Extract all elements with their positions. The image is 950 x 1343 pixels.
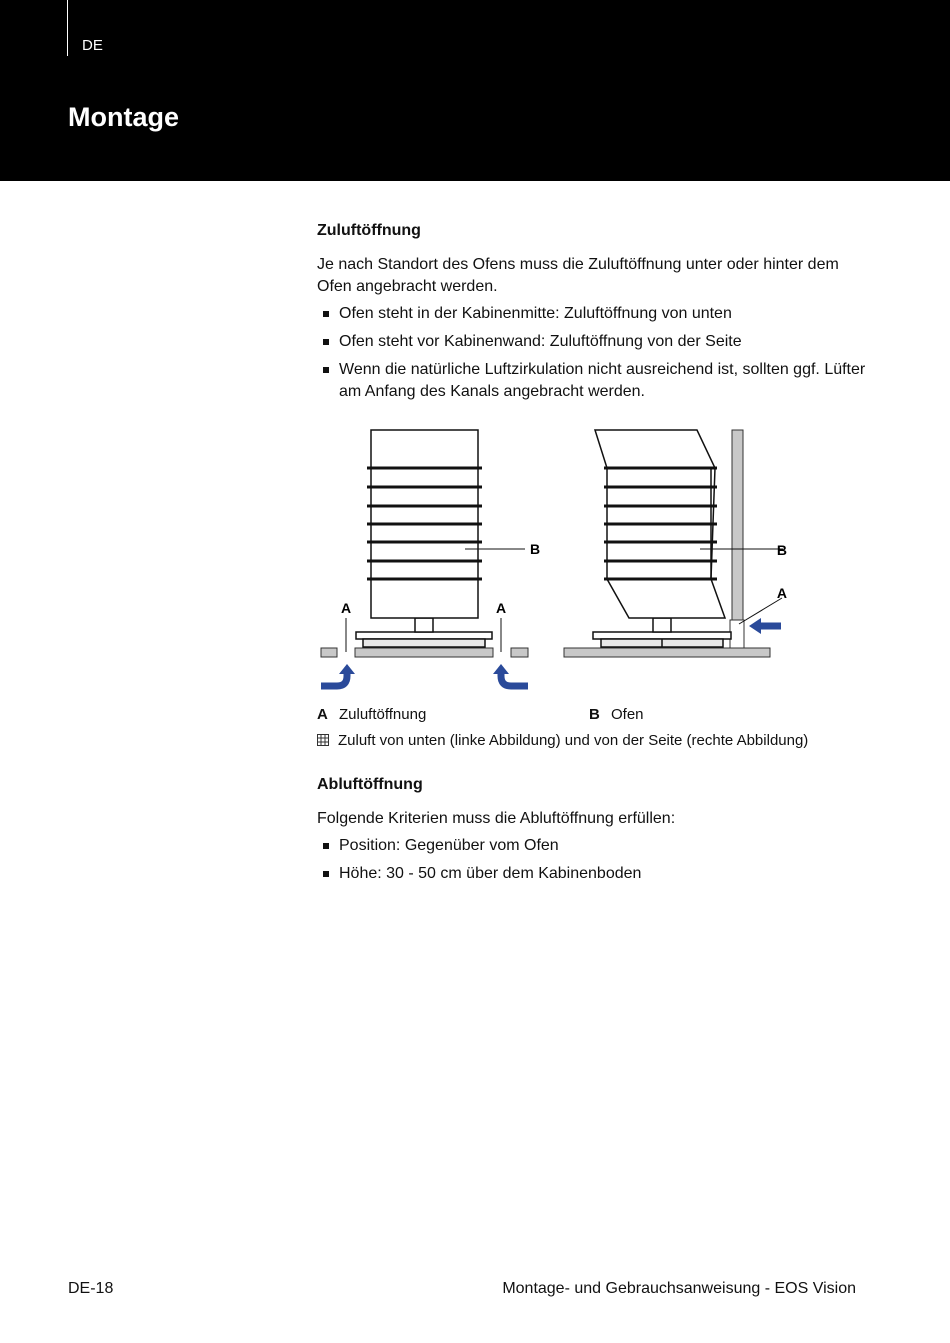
right-oven-base bbox=[593, 618, 731, 647]
figure-grid-icon bbox=[317, 734, 329, 746]
right-oven bbox=[595, 430, 725, 618]
document-title: Montage- und Gebrauchsanweisung - EOS Vision bbox=[502, 1280, 856, 1297]
bullet-list-zuluft bbox=[317, 303, 877, 409]
right-wall-opening bbox=[730, 620, 744, 648]
section-title-abluft: Abluftöffnung bbox=[317, 776, 423, 793]
right-label-b: B bbox=[776, 542, 787, 558]
left-oven bbox=[367, 430, 482, 618]
section-intro-abluft: Folgende Kriterien muss die Abluftöffnung erfüllen: bbox=[317, 810, 676, 827]
right-label-a: A bbox=[776, 585, 787, 601]
left-arrowhead-2 bbox=[493, 664, 509, 674]
left-label-a2: A bbox=[496, 600, 507, 616]
left-arrow-1 bbox=[321, 674, 347, 686]
list-item-text: Ofen steht vor Kabinenwand: Zuluftöffnung von der Seite bbox=[339, 333, 742, 350]
list-item bbox=[317, 359, 877, 403]
bullet-marker bbox=[323, 311, 329, 317]
left-arrowhead-1 bbox=[339, 664, 355, 674]
list-item-text: Ofen steht in der Kabinenmitte: Zuluftöffnung von unten bbox=[339, 305, 732, 322]
legend-item-a bbox=[317, 706, 426, 723]
list-item bbox=[317, 303, 877, 325]
right-arrowhead bbox=[749, 618, 761, 634]
left-floor bbox=[321, 648, 528, 657]
legend-key-b: B bbox=[589, 706, 600, 723]
bullet-marker bbox=[323, 871, 329, 877]
legend-text-a: Zuluftöffnung bbox=[339, 706, 427, 723]
page-header bbox=[0, 0, 950, 181]
section-title-zuluft: Zuluftöffnung bbox=[317, 222, 421, 239]
right-wall bbox=[732, 430, 743, 648]
bullet-marker bbox=[323, 339, 329, 345]
installation-figure bbox=[317, 420, 787, 705]
list-item-text: Wenn die natürliche Luftzirkulation nicht ausreichend ist, sollten ggf. Lüfter am Anfang des Kanals angebracht werden. bbox=[339, 361, 866, 400]
list-item bbox=[317, 331, 877, 353]
page-number: DE-18 bbox=[68, 1280, 114, 1297]
legend-text-b: Ofen bbox=[611, 706, 644, 723]
figure-caption-text: Zuluft von unten (linke Abbildung) und von der Seite (rechte Abbildung) bbox=[338, 732, 809, 749]
chapter-title: Montage bbox=[68, 102, 179, 132]
language-code: DE bbox=[82, 37, 103, 54]
legend-item-b bbox=[589, 706, 644, 723]
bullet-list-abluft bbox=[317, 835, 877, 891]
list-item-text: Höhe: 30 - 50 cm über dem Kabinenboden bbox=[339, 865, 642, 882]
left-arrow-2 bbox=[501, 674, 528, 686]
left-label-a1: A bbox=[341, 600, 352, 616]
bullet-marker bbox=[323, 843, 329, 849]
header-divider bbox=[67, 0, 68, 56]
right-floor bbox=[564, 648, 770, 657]
list-item-text: Position: Gegenüber vom Ofen bbox=[339, 837, 559, 854]
list-item bbox=[317, 863, 877, 885]
left-label-b: B bbox=[530, 541, 541, 557]
section-intro-zuluft: Je nach Standort des Ofens muss die Zuluftöffnung unter oder hinter dem Ofen angebracht werden. bbox=[317, 256, 839, 295]
left-airflow-arrows bbox=[321, 674, 528, 686]
bullet-marker bbox=[323, 367, 329, 373]
left-oven-base bbox=[356, 618, 492, 647]
legend-key-a: A bbox=[317, 706, 328, 723]
figure-caption bbox=[317, 732, 808, 749]
list-item bbox=[317, 835, 877, 857]
